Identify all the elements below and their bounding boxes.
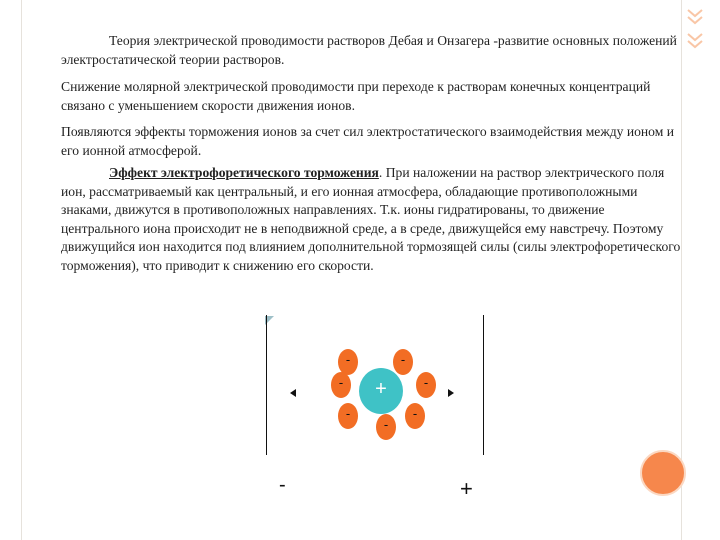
right-electrode-sign: + bbox=[460, 476, 473, 501]
chevron-decoration-icon bbox=[683, 4, 707, 28]
left-electrode-plate bbox=[266, 315, 267, 455]
electrophoretic-description: . При наложении на раствор электрического поля ион, рассматриваемый как центральный, и его ионная атмосфера, обладающие противоположными знаками, движутся в противоположных направлениях. Т.к. ионы гидратированы, то движение центрального иона происходит не в неподвижной среде, а в среде, движущейся ему навстречу. Поэтому движущийся ион находится под влиянием дополнительной тормозящей силы (силы электрофоретического торможения), что приводит к снижению его скорости. bbox=[61, 165, 681, 273]
right-electrode-plate bbox=[483, 315, 484, 455]
atmosphere-ion: - bbox=[338, 403, 358, 429]
atmosphere-ion: - bbox=[405, 403, 425, 429]
arrow-right-icon bbox=[448, 389, 454, 397]
paragraph-braking-effects: Появляются эффекты торможения ионов за счет сил электростатического взаимодействия между ионом и его ионной атмосферой. bbox=[61, 124, 674, 158]
paragraph-theory bbox=[61, 32, 681, 69]
atmosphere-ion: - bbox=[338, 349, 358, 375]
paragraph-conductivity: Снижение молярной электрической проводимости при переходе к растворам конечных концентраций связано с уменьшением скорости движения ионов. bbox=[61, 79, 651, 113]
atmosphere-ion: - bbox=[393, 349, 413, 375]
arrow-left-icon bbox=[290, 389, 296, 397]
atmosphere-ion: - bbox=[416, 372, 436, 398]
paragraph-electrophoretic bbox=[61, 164, 681, 275]
electrophoretic-term: Эффект электрофоретического торможения bbox=[109, 165, 379, 180]
orange-circle-decoration bbox=[640, 450, 686, 496]
left-electrode-sign: - bbox=[279, 474, 286, 496]
central-ion: + bbox=[359, 368, 403, 414]
atmosphere-ion: - bbox=[376, 414, 396, 440]
chevron-decoration-icon bbox=[683, 28, 707, 52]
left-border-line bbox=[21, 0, 22, 540]
atmosphere-ion: - bbox=[331, 372, 351, 398]
paragraph-theory-text: Теория электрической проводимости растворов Дебая и Онзагера -развитие основных положений электростатической теории растворов. bbox=[61, 33, 677, 67]
